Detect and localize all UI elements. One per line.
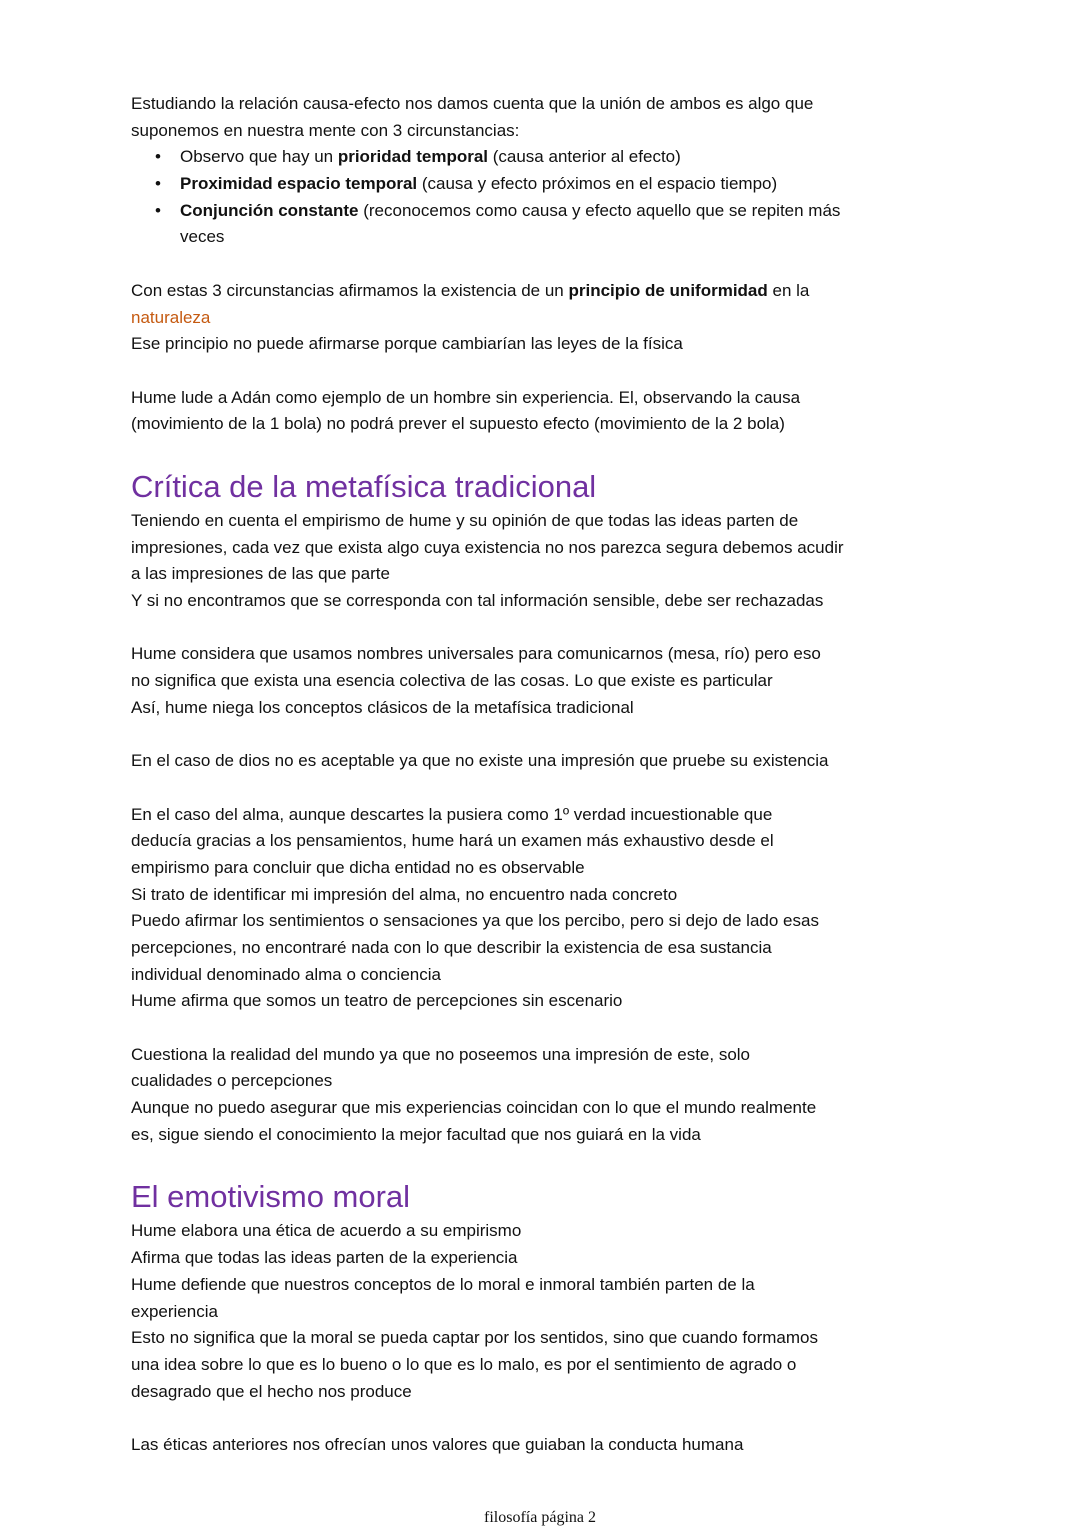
text-span: no significa que exista una esencia colectiva de las cosas. Lo que existe es particular — [131, 671, 773, 691]
text-span: individual denominado alma o conciencia — [131, 964, 441, 984]
text-line — [131, 224, 971, 251]
text-span: Teniendo en cuenta el empirismo de hume y su opinión de que todas las ideas parten de — [131, 510, 799, 530]
list-item — [131, 144, 971, 171]
text-span: una idea sobre lo que es lo bueno o lo que es lo malo, es por el sentimiento de agrado o — [131, 1354, 797, 1374]
page-footer: filosofía página 2 — [484, 1509, 596, 1526]
text-span: Con estas 3 circunstancias afirmamos la existencia de un — [131, 280, 569, 300]
text-line — [131, 935, 971, 962]
blank-line — [131, 1405, 971, 1432]
paragraph — [131, 748, 971, 775]
text-span: experiencia — [131, 1301, 218, 1321]
text-span: percepciones, no encontraré nada con lo que describir la existencia de esa sustancia — [131, 937, 772, 957]
text-span: en la — [767, 280, 810, 300]
text-line — [131, 828, 971, 855]
text-span: Hume afirma que somos un teatro de percepciones sin escenario — [131, 991, 623, 1011]
text-line — [131, 144, 971, 171]
text-span: (causa anterior al efecto) — [488, 147, 681, 167]
text-line — [131, 1245, 971, 1272]
bullet-icon: • — [155, 200, 161, 220]
text-span: Puedo afirmar los sentimientos o sensaciones ya que los percibo, pero si dejo de lado esas — [131, 911, 819, 931]
text-line — [131, 118, 971, 145]
text-span: Cuestiona la realidad del mundo ya que no poseemos una impresión de este, solo — [131, 1044, 751, 1064]
text-span: En el caso de dios no es aceptable ya que no existe una impresión que pruebe su existencia — [131, 751, 829, 771]
text-span: (movimiento de la 1 bola) no podrá prever el supuesto efecto (movimiento de la 2 bola) — [131, 414, 785, 434]
text-line — [131, 305, 971, 332]
text-span: Aunque no puedo asegurar que mis experiencias coincidan con lo que el mundo realmente — [131, 1098, 817, 1118]
text-line — [131, 1122, 971, 1149]
text-line — [131, 1042, 971, 1069]
text-span: Así, hume niega los conceptos clásicos de la metafísica tradicional — [131, 697, 634, 717]
text-span: (causa y efecto próximos en el espacio tiempo) — [417, 174, 778, 194]
text-span: Observo que hay un — [180, 147, 338, 167]
text-span: Estudiando la relación causa-efecto nos damos cuenta que la unión de ambos es algo que — [131, 94, 814, 113]
text-span: cualidades o percepciones — [131, 1071, 333, 1091]
text-line — [131, 561, 971, 588]
text-line — [131, 855, 971, 882]
text-line — [131, 1379, 971, 1406]
text-span: Hume defiende que nuestros conceptos de lo moral e inmoral también parten de la — [131, 1274, 755, 1294]
list-item — [131, 198, 971, 251]
text-line — [131, 1325, 971, 1352]
text-span: Si trato de identificar mi impresión del alma, no encuentro nada concreto — [131, 884, 678, 904]
text-line — [131, 1272, 971, 1299]
text-line — [131, 588, 971, 615]
text-span: desagrado que el hecho nos produce — [131, 1381, 412, 1401]
text-line — [131, 988, 971, 1015]
blank-line — [131, 251, 971, 278]
bold-text: principio de uniformidad — [568, 280, 768, 300]
list-item — [131, 171, 971, 198]
document-body — [131, 91, 971, 1459]
text-line — [131, 668, 971, 695]
text-line — [131, 1299, 971, 1326]
paragraph — [131, 1042, 971, 1149]
text-line — [131, 278, 971, 305]
text-span: impresiones, cada vez que exista algo cuya existencia no nos parezca segura debemos acudir — [131, 537, 844, 557]
blank-line — [131, 721, 971, 748]
text-line — [131, 882, 971, 909]
text-span: suponemos en nuestra mente con 3 circunstancias: — [131, 120, 520, 140]
text-line — [131, 641, 971, 668]
text-span: Hume lude a Adán como ejemplo de un hombre sin experiencia. El, observando la causa — [131, 387, 801, 407]
bullet-icon: • — [155, 174, 161, 194]
text-line — [131, 1432, 971, 1459]
paragraph — [131, 385, 971, 438]
text-span: Y si no encontramos que se corresponda con tal información sensible, debe ser rechazadas — [131, 591, 824, 610]
text-span: Ese principio no puede afirmarse porque cambiarían las leyes de la física — [131, 334, 683, 354]
text-line — [131, 1095, 971, 1122]
text-line — [131, 962, 971, 989]
text-span: deducía gracias a los pensamientos, hume hará un examen más exhaustivo desde el — [131, 831, 774, 851]
text-line — [131, 908, 971, 935]
text-line — [131, 1352, 971, 1379]
blank-line — [131, 358, 971, 385]
text-span: Esto no significa que la moral se pueda captar por los sentidos, sino que cuando formamos — [131, 1328, 819, 1348]
text-span: En el caso del alma, aunque descartes la pusiera como 1º verdad incuestionable que — [131, 804, 773, 824]
section-heading: Crítica de la metafísica tradicional — [131, 468, 597, 504]
text-span: Hume considera que usamos nombres universales para comunicarnos (mesa, río) pero eso — [131, 644, 821, 664]
text-line — [131, 1068, 971, 1095]
text-line — [131, 695, 971, 722]
text-line — [131, 91, 971, 118]
text-line — [131, 535, 971, 562]
bullet-list — [131, 144, 971, 251]
paragraph — [131, 1432, 971, 1459]
paragraph — [131, 1218, 971, 1405]
blank-line — [131, 615, 971, 642]
blank-line — [131, 775, 971, 802]
text-span: veces — [180, 227, 225, 247]
paragraph — [131, 278, 971, 358]
text-line — [131, 171, 971, 198]
bullet-icon: • — [155, 147, 161, 167]
text-line — [131, 748, 971, 775]
paragraph — [131, 802, 971, 1016]
text-line — [131, 198, 971, 225]
text-span: empirismo para concluir que dicha entidad no es observable — [131, 857, 585, 877]
bold-text: Conjunción constante — [180, 200, 359, 220]
text-span: a las impresiones de las que parte — [131, 564, 390, 584]
text-span: Las éticas anteriores nos ofrecían unos valores que guiaban la conducta humana — [131, 1434, 744, 1454]
paragraph — [131, 508, 971, 615]
text-span: (reconocemos como causa y efecto aquello que se repiten más — [358, 200, 841, 220]
text-line — [131, 508, 971, 535]
text-line — [131, 385, 971, 412]
bold-text: Proximidad espacio temporal — [180, 174, 418, 194]
section-heading: El emotivismo moral — [131, 1179, 411, 1215]
highlighted-text: naturaleza — [131, 307, 211, 327]
text-span: Afirma que todas las ideas parten de la experiencia — [131, 1248, 518, 1268]
text-span: Hume elabora una ética de acuerdo a su empirismo — [131, 1221, 522, 1241]
text-line — [131, 1218, 971, 1245]
blank-line — [131, 1015, 971, 1042]
paragraph — [131, 91, 971, 144]
text-line — [131, 331, 971, 358]
text-line — [131, 411, 971, 438]
text-line — [131, 802, 971, 829]
paragraph — [131, 641, 971, 721]
bold-text: prioridad temporal — [337, 147, 489, 167]
text-span: es, sigue siendo el conocimiento la mejor facultad que nos guiará en la vida — [131, 1124, 701, 1144]
